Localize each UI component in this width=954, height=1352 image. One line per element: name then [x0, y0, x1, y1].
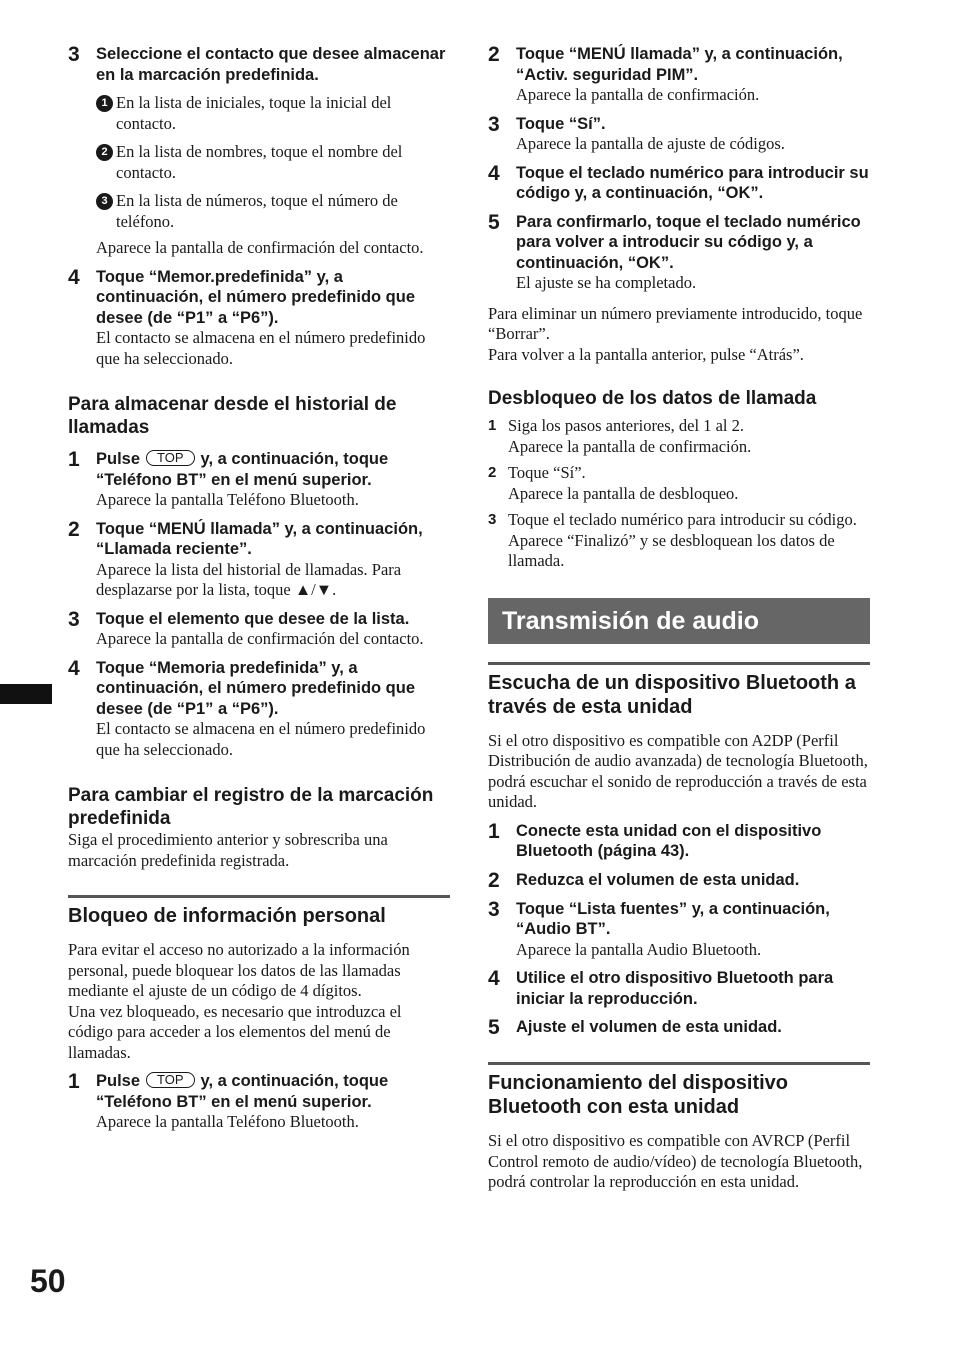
- list-number: 1: [488, 417, 497, 434]
- step-title: Toque “Memoria predefinida” y, a continuación, el número predefinido que desee (de “P1” a “P6”).: [96, 658, 416, 718]
- step-number: 5: [488, 1016, 500, 1039]
- step-title: Toque “Sí”.: [516, 114, 606, 133]
- step-number: 3: [68, 43, 80, 66]
- list-item: [488, 416, 870, 457]
- step-number: 1: [68, 1070, 80, 1093]
- paragraph: Siga el procedimiento anterior y sobrescriba una marcación predefinida registrada.: [68, 830, 388, 870]
- top-key-icon: TOP: [146, 450, 195, 466]
- audio-step-5: [488, 1017, 870, 1038]
- list-line: Aparece la pantalla de desbloqueo.: [508, 483, 739, 503]
- section-tab-marker: [0, 684, 52, 704]
- heading-funcionamiento: Funcionamiento del dispositivo Bluetooth con esta unidad: [488, 1062, 870, 1119]
- audio-step-3: [488, 899, 870, 961]
- historial-step-4: [68, 658, 450, 761]
- step-title: Ajuste el volumen de esta unidad.: [516, 1018, 782, 1036]
- step-title: [96, 1071, 450, 1112]
- sub-step-2: [96, 142, 450, 183]
- heading-cambiar-registro: Para cambiar el registro de la marcación predefinida: [68, 785, 434, 829]
- paragraph: Una vez bloqueado, es necesario que introduzca el código para acceder a los elementos del menú de llamadas.: [68, 1001, 402, 1062]
- step-number: 3: [488, 897, 500, 921]
- step-title: Toque “Lista fuentes” y, a continuación, “Audio BT”.: [516, 899, 830, 938]
- circled-number-3-icon: 3: [96, 193, 113, 210]
- step-description: Aparece la pantalla de ajuste de códigos.: [516, 134, 785, 153]
- historial-step-2: [68, 519, 450, 601]
- pim-step-4: [488, 163, 870, 204]
- list-item: [488, 463, 870, 504]
- step-number: 4: [488, 967, 500, 990]
- step-4-memor-predefinida: [68, 267, 450, 370]
- top-key-icon: TOP: [146, 1072, 195, 1088]
- circled-number-2-icon: 2: [96, 144, 113, 161]
- step-title-pre: Pulse: [96, 450, 141, 468]
- pim-step-5: [488, 212, 870, 294]
- step-description: Aparece la pantalla Teléfono Bluetooth.: [96, 1112, 359, 1131]
- step-title: Toque el elemento que desee de la lista.: [96, 609, 410, 628]
- list-item: [488, 510, 870, 572]
- step-description: Aparece la pantalla Teléfono Bluetooth.: [96, 490, 359, 509]
- step-number: 4: [68, 265, 80, 289]
- step-number: 3: [488, 112, 500, 136]
- pim-step-2: [488, 44, 870, 106]
- step-title: Toque “MENÚ llamada” y, a continuación, “Activ. seguridad PIM”.: [516, 45, 843, 84]
- step-number: 1: [68, 448, 80, 471]
- list-number: 2: [488, 464, 497, 481]
- pim-step-3: [488, 114, 870, 155]
- audio-step-1: [488, 821, 870, 862]
- step-description: El ajuste se ha completado.: [516, 273, 697, 292]
- step-title: Para confirmarlo, toque el teclado numérico para volver a introducir su código y, a continuación, “OK”.: [516, 212, 861, 272]
- step-title: [96, 449, 450, 490]
- right-column: [488, 40, 870, 1193]
- step-description: Aparece la lista del historial de llamadas. Para desplazarse por la lista, toque ▲/▼.: [96, 559, 402, 599]
- section-banner: Transmisión de audio: [488, 598, 870, 644]
- list-line: Aparece la pantalla de confirmación.: [508, 436, 752, 456]
- step-description: Aparece la pantalla Audio Bluetooth.: [516, 939, 762, 959]
- step-title: Reduzca el volumen de esta unidad.: [516, 870, 800, 889]
- step-number: 4: [488, 161, 500, 185]
- step-description: Aparece la pantalla de confirmación.: [516, 85, 760, 104]
- step-title: Seleccione el contacto que desee almacenar en la marcación predefinida.: [96, 45, 446, 84]
- list-number: 3: [488, 511, 497, 528]
- heading-bloqueo: Bloqueo de información personal: [68, 895, 450, 928]
- sub-step-text: En la lista de nombres, toque el nombre del contacto.: [116, 142, 403, 182]
- list-line: Aparece “Finalizó” y se desbloquean los datos de llamada.: [508, 530, 835, 570]
- step-description: Aparece la pantalla de confirmación del contacto.: [96, 629, 424, 648]
- step-description: El contacto se almacena en el número predefinido que ha seleccionado.: [96, 719, 426, 759]
- step-number: 2: [488, 868, 500, 892]
- sub-step-text: En la lista de números, toque el número de teléfono.: [116, 191, 398, 231]
- step-number: 5: [488, 210, 500, 234]
- list-line: Toque “Sí”.: [508, 463, 586, 482]
- step-title: Toque el teclado numérico para introducir su código y, a continuación, “OK”.: [516, 163, 869, 202]
- step-3-select-contact: [68, 44, 450, 259]
- step-title-post: y, a continuación, toque “Teléfono BT” en el menú superior.: [96, 450, 389, 489]
- step-number: 4: [68, 656, 80, 680]
- paragraph-atras: Para volver a la pantalla anterior, pulse “Atrás”.: [488, 344, 804, 364]
- paragraph: Si el otro dispositivo es compatible con AVRCP (Perfil Control remoto de audio/vídeo) de tecnología Bluetooth, podrá controlar la reproducción en esta unidad.: [488, 1131, 863, 1191]
- list-line: Siga los pasos anteriores, del 1 al 2.: [508, 416, 744, 435]
- step-description: El contacto se almacena en el número predefinido que ha seleccionado.: [96, 328, 426, 368]
- sub-step-1: [96, 93, 450, 134]
- bloqueo-step-1: [68, 1071, 450, 1133]
- step-title: Conecte esta unidad con el dispositivo Bluetooth (página 43).: [516, 821, 822, 860]
- circled-number-1-icon: 1: [96, 95, 113, 112]
- step-title: Utilice el otro dispositivo Bluetooth para iniciar la reproducción.: [516, 969, 834, 1008]
- step-title: Toque “MENÚ llamada” y, a continuación, “Llamada reciente”.: [96, 519, 423, 558]
- step-number: 2: [68, 517, 80, 541]
- historial-step-3: [68, 609, 450, 650]
- sub-step-text: En la lista de iniciales, toque la inicial del contacto.: [116, 93, 392, 133]
- step-number: 2: [488, 43, 500, 66]
- page-number: 50: [30, 1263, 66, 1299]
- step-title-post: y, a continuación, toque “Teléfono BT” en el menú superior.: [96, 1072, 389, 1111]
- heading-desbloqueo: Desbloqueo de los datos de llamada: [488, 388, 817, 409]
- paragraph: Para evitar el acceso no autorizado a la información personal, puede bloquear los datos de las llamadas mediante el ajuste de un código de 4 dígitos.: [68, 940, 410, 1000]
- audio-step-4: [488, 968, 870, 1009]
- step-number: 3: [68, 607, 80, 631]
- paragraph: Si el otro dispositivo es compatible con A2DP (Perfil Distribución de audio avanzada) de tecnología Bluetooth, podrá escuchar el sonido de reproducción a través de esta unidad.: [488, 730, 868, 811]
- step-title-pre: Pulse: [96, 1072, 141, 1090]
- step-title: Toque “Memor.predefinida” y, a continuación, el número predefinido que desee (de “P1” a “P6”).: [96, 267, 416, 327]
- sub-step-3: [96, 191, 450, 232]
- step-number: 1: [488, 819, 500, 843]
- heading-escucha: Escucha de un dispositivo Bluetooth a través de esta unidad: [488, 662, 870, 719]
- paragraph-borrar: Para eliminar un número previamente introducido, toque “Borrar”.: [488, 303, 863, 343]
- heading-historial: Para almacenar desde el historial de llamadas: [68, 394, 397, 438]
- list-line: Toque el teclado numérico para introducir su código.: [508, 510, 857, 529]
- step-note: Aparece la pantalla de confirmación del contacto.: [96, 238, 424, 257]
- audio-step-2: [488, 870, 870, 891]
- historial-step-1: [68, 449, 450, 511]
- left-column: [68, 40, 450, 1133]
